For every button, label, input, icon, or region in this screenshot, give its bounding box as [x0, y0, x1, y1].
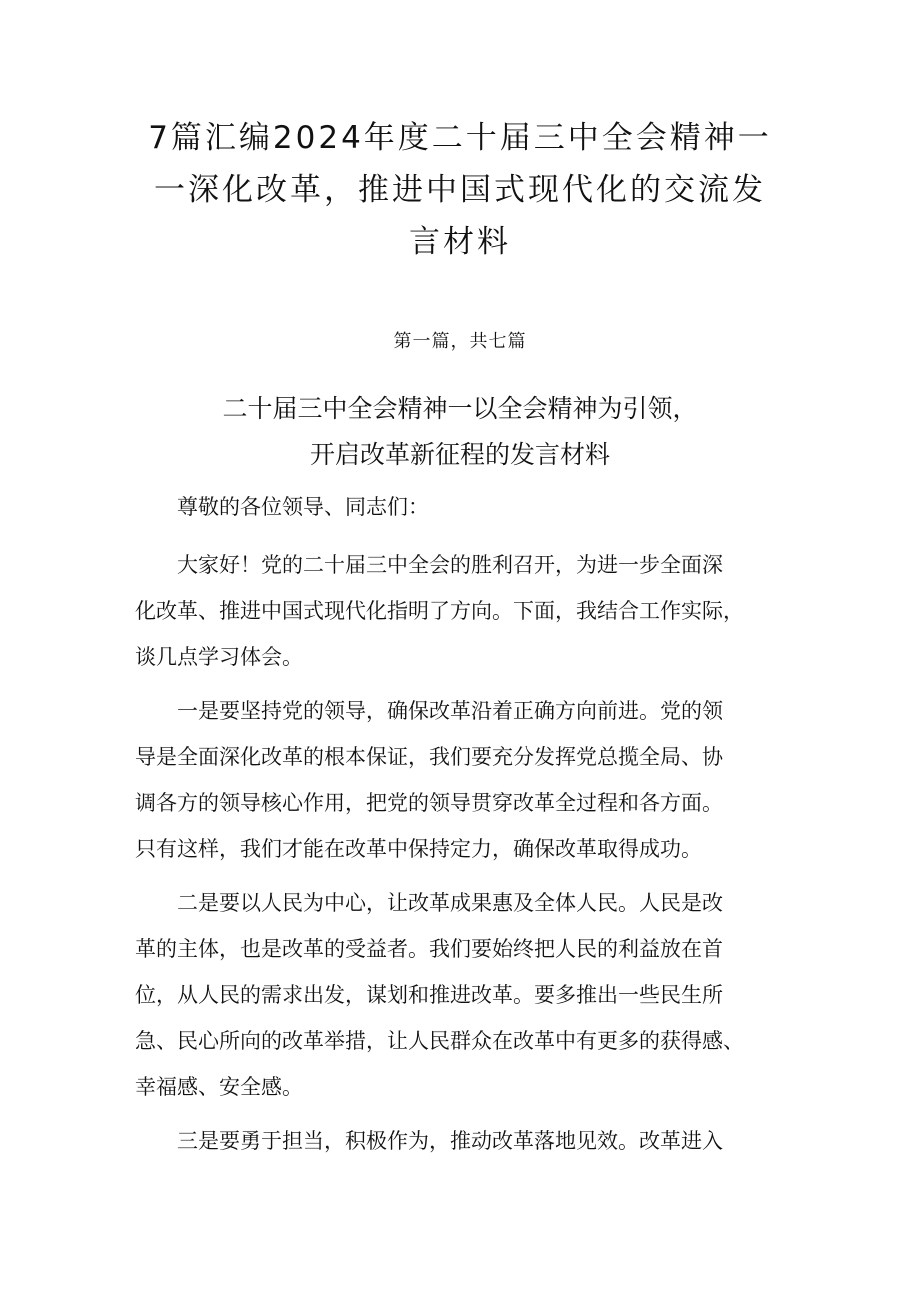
- paragraph-line: 谈几点学习体会。: [135, 645, 303, 669]
- paragraph-line: 位，从人民的需求出发，谋划和推进改革。要多推出一些民生所: [135, 983, 723, 1007]
- paragraph-line: 调各方的领导核心作用，把党的领导贯穿改革全过程和各方面。: [135, 791, 723, 815]
- title-line: 7篇汇编2024年度二十届三中全会精神一: [148, 120, 772, 156]
- subtitle-line: 二十届三中全会精神一以全会精神为引领，: [222, 394, 698, 423]
- paragraph-line: 一是要坚持党的领导，确保改革沿着正确方向前进。党的领: [135, 699, 723, 723]
- salutation: [135, 484, 790, 530]
- paragraph-point-one: [135, 688, 790, 872]
- title-line: 一深化改革，推进中国式现代化的交流发: [154, 172, 766, 208]
- paragraph-line: 化改革、推进中国式现代化指明了方向。下面，我结合工作实际，: [135, 599, 744, 623]
- paragraph-intro: [135, 542, 790, 680]
- salutation-text: 尊敬的各位领导、同志们：: [177, 495, 429, 519]
- paragraph-line: 幸福感、安全感。: [135, 1075, 303, 1099]
- paragraph-line: 导是全面深化改革的根本保证，我们要充分发挥党总揽全局、协: [135, 745, 723, 769]
- paragraph-line: 二是要以人民为中心，让改革成果惠及全体人民。人民是改: [135, 891, 723, 915]
- paragraph-point-three: [135, 1118, 790, 1164]
- subtitle-line: 开启改革新征程的发言材料: [309, 440, 610, 469]
- section-label: 第一篇，共七篇: [393, 331, 527, 352]
- paragraph-line: 只有这样，我们才能在改革中保持定力，确保改革取得成功。: [135, 837, 702, 861]
- article-subtitle: [150, 386, 770, 478]
- title-line: 言材料: [409, 224, 511, 260]
- paragraph-line: 三是要勇于担当，积极作为，推动改革落地见效。改革进入: [135, 1129, 723, 1153]
- document-title: [130, 112, 790, 268]
- paragraph-line: 革的主体，也是改革的受益者。我们要始终把人民的利益放在首: [135, 937, 723, 961]
- paragraph-line: 急、民心所向的改革举措，让人民群众在改革中有更多的获得感、: [135, 1029, 744, 1053]
- paragraph-line: 大家好！党的二十届三中全会的胜利召开，为进一步全面深: [135, 553, 723, 577]
- paragraph-point-two: [135, 880, 790, 1110]
